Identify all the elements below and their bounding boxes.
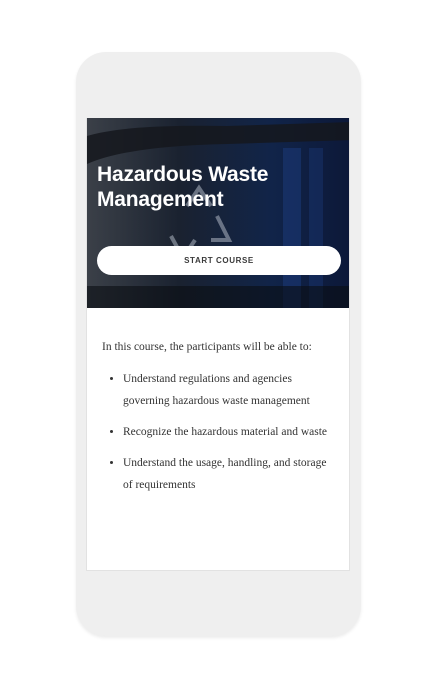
course-intro: In this course, the participants will be able to: (102, 341, 312, 353)
list-item: • Understand regulations and agencies governing hazardous waste management (123, 368, 331, 412)
course-title: Hazardous Waste Management (97, 163, 269, 211)
start-course-button[interactable]: START COURSE (97, 246, 341, 275)
hero-background-image (87, 118, 350, 308)
list-item: • Understand the usage, handling, and storage of requirements (123, 452, 331, 496)
course-screen (86, 118, 350, 571)
course-hero (87, 118, 350, 308)
list-item: • Recognize the hazardous material and waste (123, 421, 331, 443)
objectives-list (102, 368, 331, 496)
course-description (102, 336, 331, 505)
